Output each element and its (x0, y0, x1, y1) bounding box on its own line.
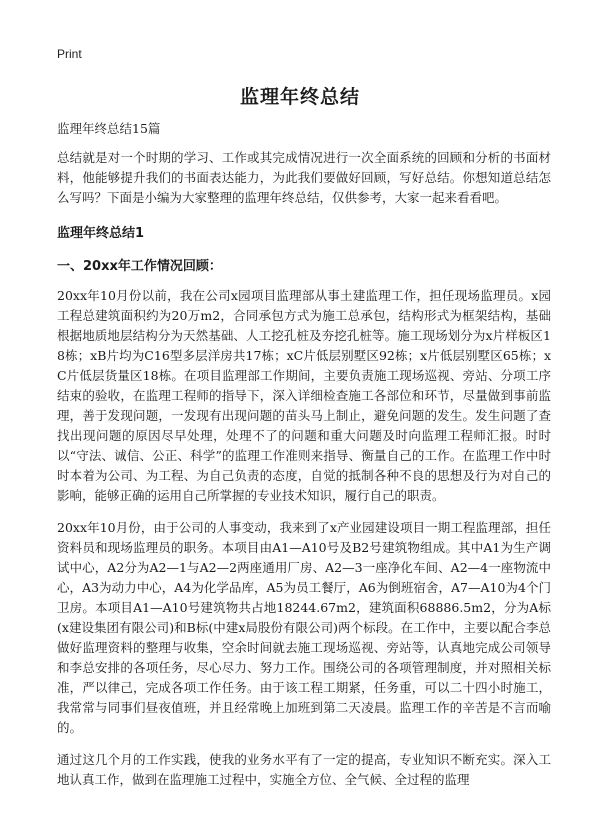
sub-heading: 一、20xx年工作情况回顾： (57, 259, 222, 274)
document-subtitle: 监理年终总结15篇 (57, 121, 161, 136)
document-title: 监理年终总结 (239, 86, 360, 108)
print-link[interactable]: Print (57, 47, 82, 61)
section-heading: 监理年终总结1 (57, 226, 145, 241)
document-body (57, 120, 551, 802)
intro-paragraph: 总结就是对一个时期的学习、工作或其完成情况进行一次全面系统的回顾和分析的书面材料，他能够提升我们的书面表达能力，为此我们要做好回顾，写好总结。你想知道总结怎么写吗？下面是小编为大家整理的监理年终总结，仅供参考，大家一起来看看吧。 (57, 150, 551, 205)
body-paragraph-3: 通过这几个月的工作实践，使我的业务水平有了一定的提高，专业知识不断充实。深入工地认真工作，做到在监理施工过程中，实施全方位、全气候、全过程的监理 (57, 752, 551, 787)
body-paragraph-2: 20xx年10月份，由于公司的人事变动，我来到了x产业园建设项目一期工程监理部，担任资料员和现场监理员的职务。本项目由A1—A10号及B2号建筑物组成。其中A1为生产调试中心，A2分为A2—1与A2—2两座通用厂房、A2—3一座净化车间、A2—4一座物流中心，A3为动力中心，A4为化学品库，A5为员工餐厅，A6为倒班宿舍，A7—A10为4个门卫房。本项目A1—A10号建筑物共占地18244.67m2，建筑面积68886.5m2，分为A标(x建设集团有限公司)和B标(中建x局股份有限公司)两个标段。在工作中，主要以配合李总做好监理资料的整理与收集，空余时间就去施工现场巡视、旁站等，认真地完成公司领导和李总安排的各项任务，尽心尽力、努力工作。围绕公司的各项管理制度，并对照相关标准，严以律己，完成各项工作任务。由于该工程工期紧，任务重，可以二十四小时施工，我常常与同事们昼夜值班，并且经常晚上加班到第二天凌晨。监理工作的辛苦是不言而喻的。 (57, 520, 551, 735)
body-paragraph-1: 20xx年10月份以前，我在公司x园项目监理部从事土建监理工作，担任现场监理员。x园工程总建筑面积约为20万m2，合同承包方式为施工总承包，结构形式为框架结构，基础根据地质地层结构分为天然基础、人工挖孔桩及夯挖孔桩等。施工现场划分为x片样板区18栋；xB片均为C16型多层洋房共17栋；xC片低层别墅区92栋；x片低层别墅区65栋；xC片低层货量区18栋。在项目监理部工作期间，主要负责施工现场巡视、旁站、分项工序结束的验收，在监理工程师的指导下，深入详细检查施工各部位和环节，尽量做到事前监理，善于发现问题，一发现有出现问题的苗头马上制止，避免问题的发生。发生问题了查找出现问题的原因尽早处理，处理不了的问题和重大问题及时向监理工程师汇报。时时以“守法、诚信、公正、科学”的监理工作准则来指导、衡量自己的工作。在监理工作中时时本着为公司、为工程、为自己负责的态度，自觉的抵制各种不良的思想及行为对自己的影响，能够正确的运用自己所掌握的专业技术知识，履行自己的职责。 (57, 288, 551, 503)
